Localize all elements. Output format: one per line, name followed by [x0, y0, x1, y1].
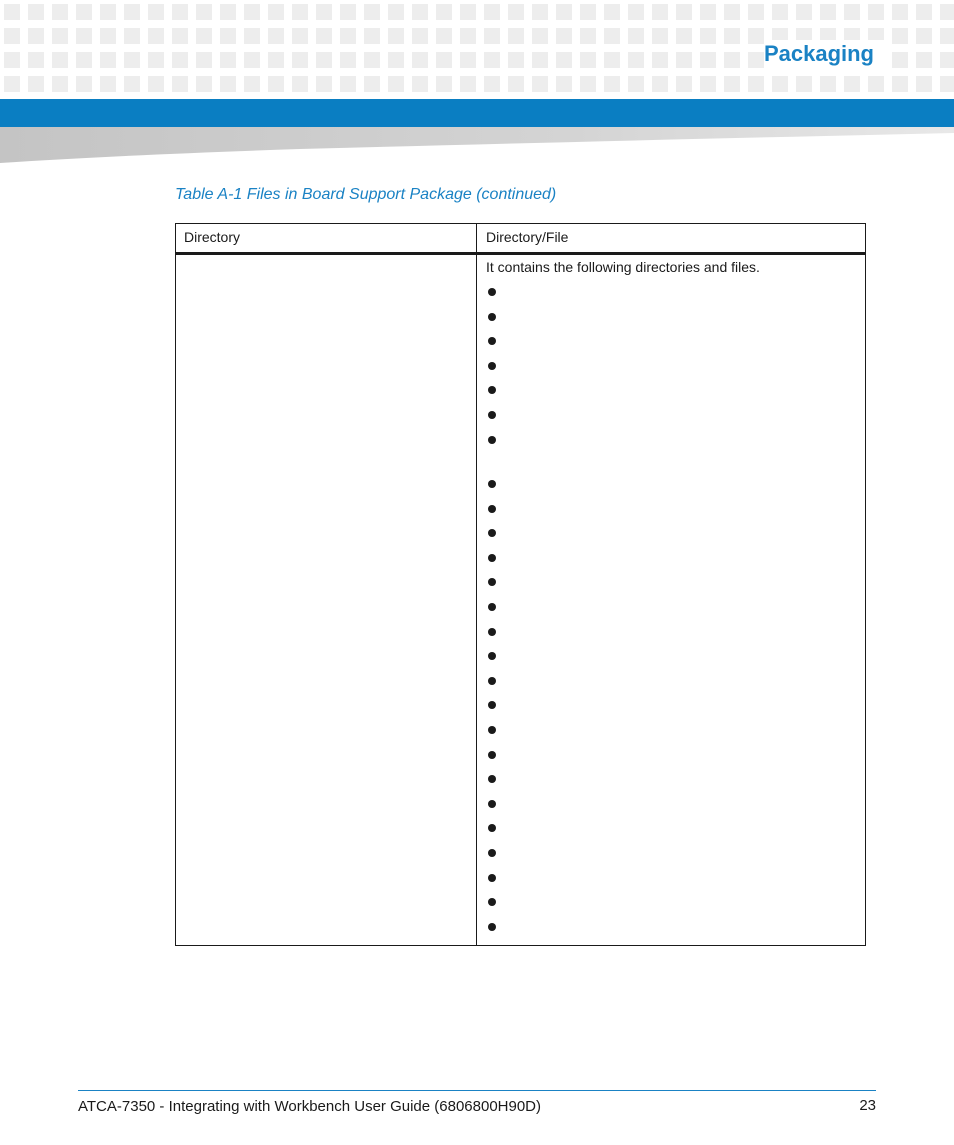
- list-bullet: [488, 411, 496, 419]
- list-bullet: [488, 677, 496, 685]
- list-bullet: [488, 726, 496, 734]
- list-bullet: [488, 775, 496, 783]
- list-bullet: [488, 800, 496, 808]
- column-header-directory: Directory: [184, 229, 241, 245]
- section-title: Packaging: [763, 41, 874, 66]
- list-bullet: [488, 313, 496, 321]
- footer-doc-title: ATCA-7350 - Integrating with Workbench User Guide (6806800H90D): [78, 1098, 542, 1115]
- footer-rule: [78, 1090, 876, 1091]
- list-bullet: [488, 288, 496, 296]
- list-bullet: [488, 652, 496, 660]
- files-table: [175, 223, 866, 946]
- list-bullet: [488, 603, 496, 611]
- list-bullet: [488, 849, 496, 857]
- list-bullet: [488, 824, 496, 832]
- list-bullet: [488, 874, 496, 882]
- list-bullet: [488, 578, 496, 586]
- header-pattern: [0, 0, 954, 96]
- list-bullet: [488, 898, 496, 906]
- column-divider: [476, 224, 477, 945]
- list-bullet: [488, 337, 496, 345]
- list-bullet: [488, 554, 496, 562]
- list-bullet: [488, 529, 496, 537]
- row-intro-text: It contains the following directories and files.: [486, 259, 760, 275]
- list-bullet: [488, 505, 496, 513]
- header-gray-swoosh: [0, 127, 954, 165]
- list-bullet: [488, 628, 496, 636]
- list-bullet: [488, 701, 496, 709]
- list-bullet: [488, 436, 496, 444]
- list-bullet: [488, 923, 496, 931]
- header-blue-band: [0, 99, 954, 127]
- list-bullet: [488, 480, 496, 488]
- footer-page-number: 23: [859, 1097, 876, 1114]
- header-rule: [176, 252, 865, 255]
- table-caption: Table A-1 Files in Board Support Package (continued): [175, 186, 557, 203]
- list-bullet: [488, 751, 496, 759]
- list-bullet: [488, 362, 496, 370]
- column-header-directory-file: Directory/File: [486, 229, 569, 245]
- list-bullet: [488, 386, 496, 394]
